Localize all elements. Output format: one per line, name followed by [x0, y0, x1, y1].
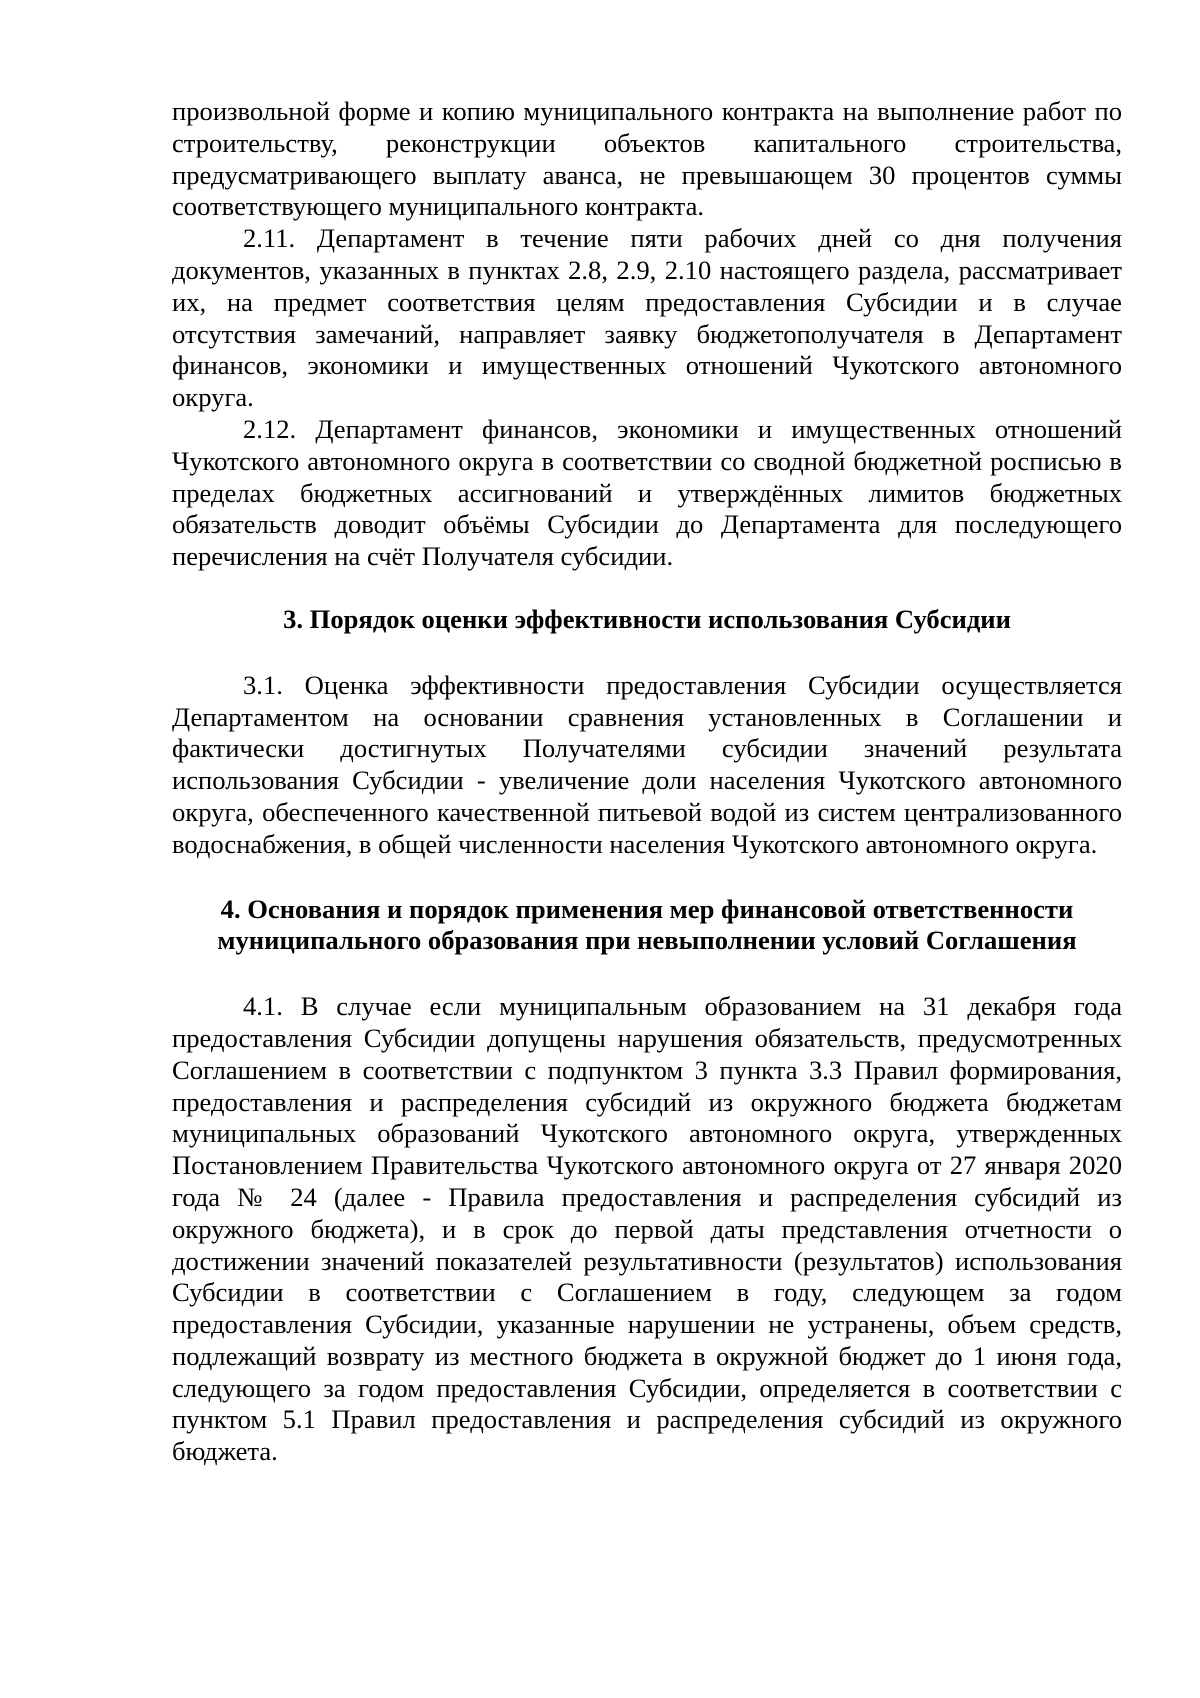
paragraph-2-11: 2.11. Департамент в течение пяти рабочих дней со дня получения документов, указанных в пунктах 2.8, 2.9, 2.10 настоящего раздела, рассматривает их, на предмет соответствия целям предоставления Субсидии и в случае отсутствия замечаний, направляет заявку бюджетополучателя в Департамент финансов, экономики и имущественных отношений Чукотского автономного округа.	[172, 223, 1122, 413]
document-body	[172, 96, 1122, 1468]
section-3-heading: 3. Порядок оценки эффективности использования Субсидии	[283, 603, 1011, 634]
section-4-heading-line-1: 4. Основания и порядок применения мер финансовой ответственности	[220, 893, 1074, 924]
section-4-heading	[172, 894, 1122, 958]
spacer	[172, 636, 1122, 670]
spacer	[172, 957, 1122, 991]
paragraph-3-1: 3.1. Оценка эффективности предоставления Субсидии осуществляется Департаментом на основании сравнения установленных в Соглашении и фактически достигнутых Получателями субсидии значений результата использования Субсидии - увеличение доли населения Чукотского автономного округа, обеспеченного качественной питьевой водой из систем централизованного водоснабжения, в общей численности населения Чукотского автономного округа.	[172, 669, 1122, 859]
spacer	[172, 573, 1122, 604]
paragraph-continuation: произвольной форме и копию муниципального контракта на выполнение работ по строительству, реконструкции объектов капитального строительства, предусматривающего выплату аванса, не превышающем 30 процентов суммы соответствующего муниципального контракта.	[172, 96, 1122, 222]
paragraph-2-12: 2.12. Департамент финансов, экономики и имущественных отношений Чукотского автономного округа в соответствии со сводной бюджетной росписью в пределах бюджетных ассигнований и утверждённых лимитов бюджетных обязательств доводит объёмы Субсидии до Департамента для последующего перечисления на счёт Получателя субсидии.	[172, 413, 1122, 572]
section-4-heading-line-2: муниципального образования при невыполнении условий Соглашения	[217, 925, 1077, 956]
paragraph-4-1: 4.1. В случае если муниципальным образованием на 31 декабря года предоставления Субсидии допущены нарушения обязательств, предусмотренных Соглашением в соответствии с подпунктом 3 пункта 3.3 Правил формирования, предоставления и распределения субсидий из окружного бюджета бюджетам муниципальных образований Чукотского автономного округа, утвержденных Постановлением Правительства Чукотского автономного округа от 27 января 2020 года № 24 (далее - Правила предоставления и распределения субсидий из окружного бюджета), и в срок до первой даты представления отчетности о достижении значений показателей результативности (результатов) использования Субсидии в соответствии с Соглашением в году, следующем за годом предоставления Субсидии, указанные нарушении не устранены, объем средств, подлежащий возврату из местного бюджета в окружной бюджет до 1 июня года, следующего за годом предоставления Субсидии, определяется в соответствии с пунктом 5.1 Правил предоставления и распределения субсидий из окружного бюджета.	[172, 991, 1122, 1467]
spacer	[172, 861, 1122, 894]
